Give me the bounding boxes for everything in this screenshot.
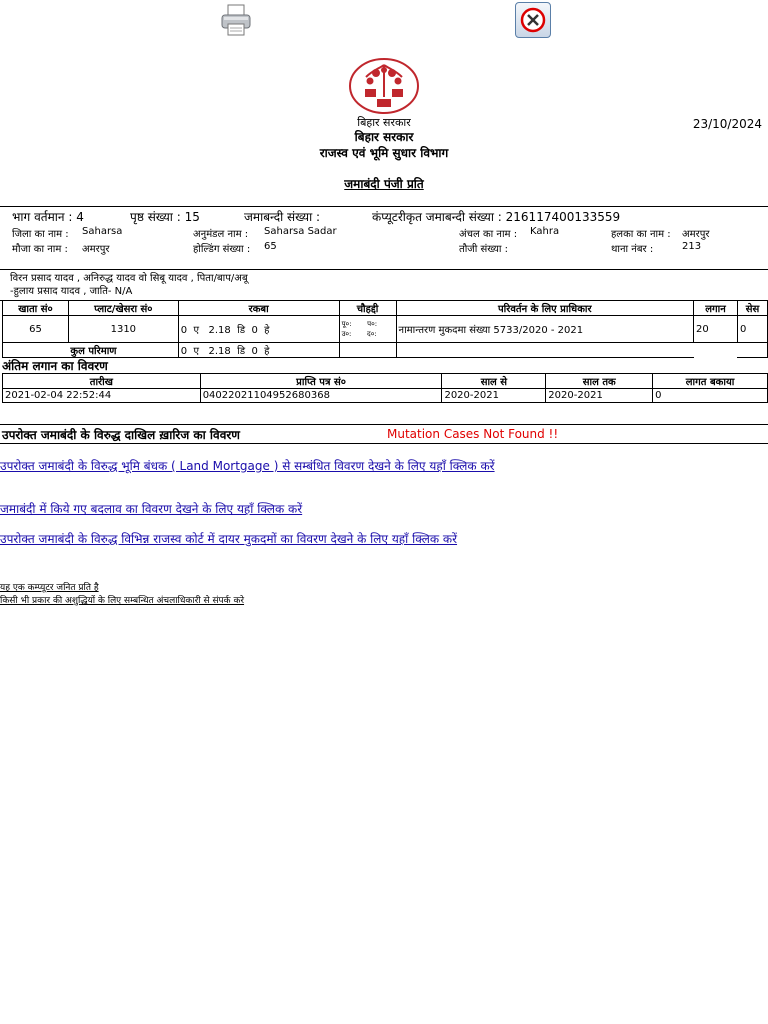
tauji-label: तौजी संख्या : [459,244,509,255]
anumandal-label: अनुमंडल नाम : [193,229,249,240]
lagan-table-header [3,374,768,389]
jamabandi-changes-link[interactable]: जमाबंदी में किये गए बदलाव का विवरण देखने के लिए यहाँ क्लिक करें [0,502,303,516]
cell-dues: 0 [653,389,768,403]
plot-table-header [3,301,768,316]
printer-icon [218,2,254,38]
col-chauhaddi: चौहद्दी [339,301,396,316]
cell-authority: नामान्तरण मुकदमा संख्या 5733/2020 - 2021 [396,316,693,343]
table-row [3,389,768,403]
cell-lagan: 20 [694,316,738,343]
cell-chauhaddi [339,316,396,343]
halka-value: अमरपुर [682,229,710,240]
col-dues: लागत बकाया [653,374,768,389]
emblem-caption: बिहार सरकार [357,116,411,129]
lagan-table [2,373,768,403]
department-name: राजस्व एवं भूमि सुधार विभाग [319,146,449,160]
table-row [3,316,768,343]
close-button[interactable] [515,2,551,38]
print-date: 23/10/2024 [692,117,762,131]
total-label: कुल परिमाण [68,343,178,358]
computer-generated-note: यह एक कम्प्यूटर जनित प्रति है [0,583,99,593]
holding-value: 65 [264,241,277,252]
cell-receipt: 04022021104952680368 [200,389,442,403]
chauhaddi-north: उ०: [341,330,352,338]
contact-note: किसी भी प्रकार की अशुद्धियों के लिए सम्बन्धित अंचलाधिकारी से संपर्क करे [0,596,245,606]
col-date: तारीख [3,374,201,389]
page-title: जमाबंदी पंजी प्रति [344,177,424,191]
jamabandi-number-field: जमाबन्दी संख्या : [244,210,321,224]
mauja-label: मौजा का नाम : [12,244,68,255]
total-rakba: 0 ए 2.18 डि 0 हे [178,343,339,358]
zila-label: जिला का नाम : [12,229,69,240]
col-authority: परिवर्तन के लिए प्राधिकार [396,301,693,316]
anumandal-value: Saharsa Sadar [264,226,337,237]
bihar-emblem-logo [348,57,420,115]
chauhaddi-west: प०: [367,320,378,328]
chauhaddi-south: द०: [367,330,377,338]
anchal-label: अंचल का नाम : [459,229,518,240]
col-year-from: साल से [442,374,546,389]
cell-year-to: 2020-2021 [546,389,653,403]
thana-label: थाना नंबर : [611,244,654,255]
table-row-total [3,343,768,358]
anchal-value: Kahra [530,226,560,237]
print-button[interactable] [218,2,254,38]
close-icon [516,3,550,37]
land-mortgage-link[interactable]: उपरोक्त जमाबंदी के विरुद्ध भूमि बंधक ( Land Mortgage ) से सम्बंधित विवरण देखने के लिए यहाँ क्लिक करें [0,459,495,473]
mutation-title: उपरोक्त जमाबंदी के विरुद्ध दाखिल ख़ारिज का विवरण [2,428,240,442]
col-plot: प्लाट/खेसरा सं० [68,301,178,316]
owner-details [0,270,768,301]
computer-jamabandi-field: कंप्यूटरीकृत जमाबन्दी संख्या : 216117400133559 [372,210,621,224]
chauhaddi-east: पू०: [341,320,352,328]
cell-khata: 65 [3,316,69,343]
col-lagan: लगान [694,301,738,316]
holding-label: होल्डिंग संख्या : [193,244,251,255]
cell-ses: 0 [737,316,767,343]
col-khata: खाता सं० [3,301,69,316]
cell-plot: 1310 [68,316,178,343]
col-rakba: रकबा [178,301,339,316]
col-year-to: साल तक [546,374,653,389]
owner-line-2: -हुलाय प्रसाद यादव , जाति- N/A [10,286,133,297]
cell-rakba: 0 ए 2.18 डि 0 हे [178,316,339,343]
cell-year-from: 2020-2021 [442,389,546,403]
mauja-value: अमरपुर [82,244,110,255]
col-receipt: प्राप्ति पत्र सं० [200,374,442,389]
lagan-section-title: अंतिम लगान का विवरण [2,359,108,373]
court-cases-link[interactable]: उपरोक्त जमाबंदी के विरुद्ध विभिन्न राजस्व कोर्ट में दायर मुकदमों का विवरण देखने के लिए यहाँ क्लिक करें [0,532,458,546]
prishth-field: पृष्ठ संख्या : 15 [130,210,200,224]
bhag-field: भाग वर्तमान : 4 [12,210,84,224]
thana-value: 213 [682,241,702,252]
zila-value: Saharsa [82,226,123,237]
cell-date: 2021-02-04 22:52:44 [3,389,201,403]
owner-line-1: विरन प्रसाद यादव , अनिरुद्ध यादव वो सिबू यादव , पिता/बाप/अबू [10,273,248,284]
col-ses: सेस [737,301,767,316]
halka-label: हलका का नाम : [611,229,671,240]
govt-name: बिहार सरकार [354,130,414,144]
mutation-status: Mutation Cases Not Found !! [387,427,559,441]
plot-table [2,300,768,358]
